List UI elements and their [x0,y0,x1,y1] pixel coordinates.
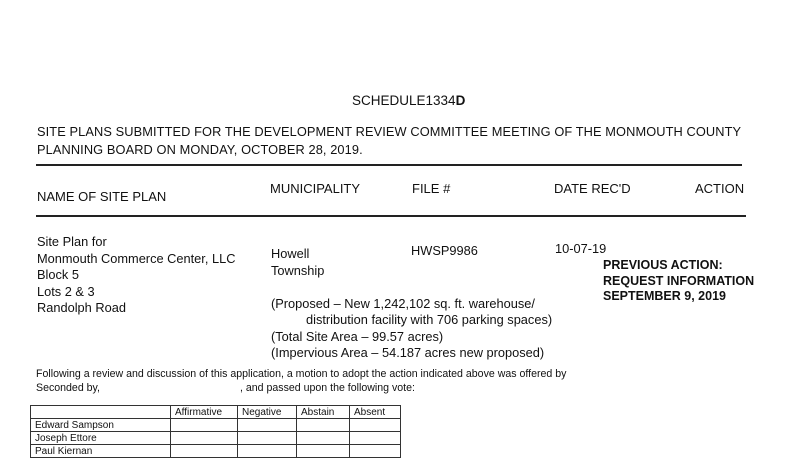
column-header-date: DATE REC'D [554,181,631,196]
heading-line-1: SITE PLANS SUBMITTED FOR THE DEVELOPMENT REVIEW COMMITTEE MEETING OF THE MONMOUTH COUNTY [37,124,742,139]
vote-table-header-row [31,406,401,419]
table-row [31,432,401,445]
heading-line-2: PLANNING BOARD ON MONDAY, OCTOBER 28, 2019. [37,142,363,157]
member-name: Paul Kiernan [31,445,171,458]
previous-action: PREVIOUS ACTION: REQUEST INFORMATION SEPTEMBER 9, 2019 [603,258,755,303]
column-header-file: FILE # [412,181,451,196]
schedule-number: SCHEDULE1334D [352,93,466,108]
vote-table [30,405,401,458]
file-number: HWSP9986 [411,243,478,258]
header-abstain: Abstain [297,406,350,419]
column-header-action: ACTION [695,181,745,196]
member-name: Edward Sampson [31,419,171,432]
column-header-name: NAME OF SITE PLAN [37,189,167,204]
table-row [31,445,401,458]
site-plan-name: Site Plan for Monmouth Commerce Center, LLC Block 5 Lots 2 & 3 Randolph Road [37,234,236,315]
date-received: 10-07-19 [555,241,607,256]
table-row [31,419,401,432]
header-affirmative: Affirmative [171,406,238,419]
member-name: Joseph Ettore [31,432,171,445]
header-negative: Negative [238,406,297,419]
document-heading [37,123,741,159]
header-top-rule [36,164,742,166]
column-header-municipality: MUNICIPALITY [270,181,361,196]
motion-text: Following a review and discussion of this application, a motion to adopt the action indicated above was offered by Seconded by, , and passed upon the following vote: [36,368,567,394]
project-details: (Proposed – New 1,242,102 sq. ft. warehouse/ distribution facility with 706 parking spaces) (Total Site Area – 99.57 acres) (Impervious Area – 54.187 acres new proposed) [271,296,553,360]
header-absent: Absent [350,406,401,419]
header-bottom-rule [36,215,746,217]
municipality-value: Howell Township [271,246,325,278]
